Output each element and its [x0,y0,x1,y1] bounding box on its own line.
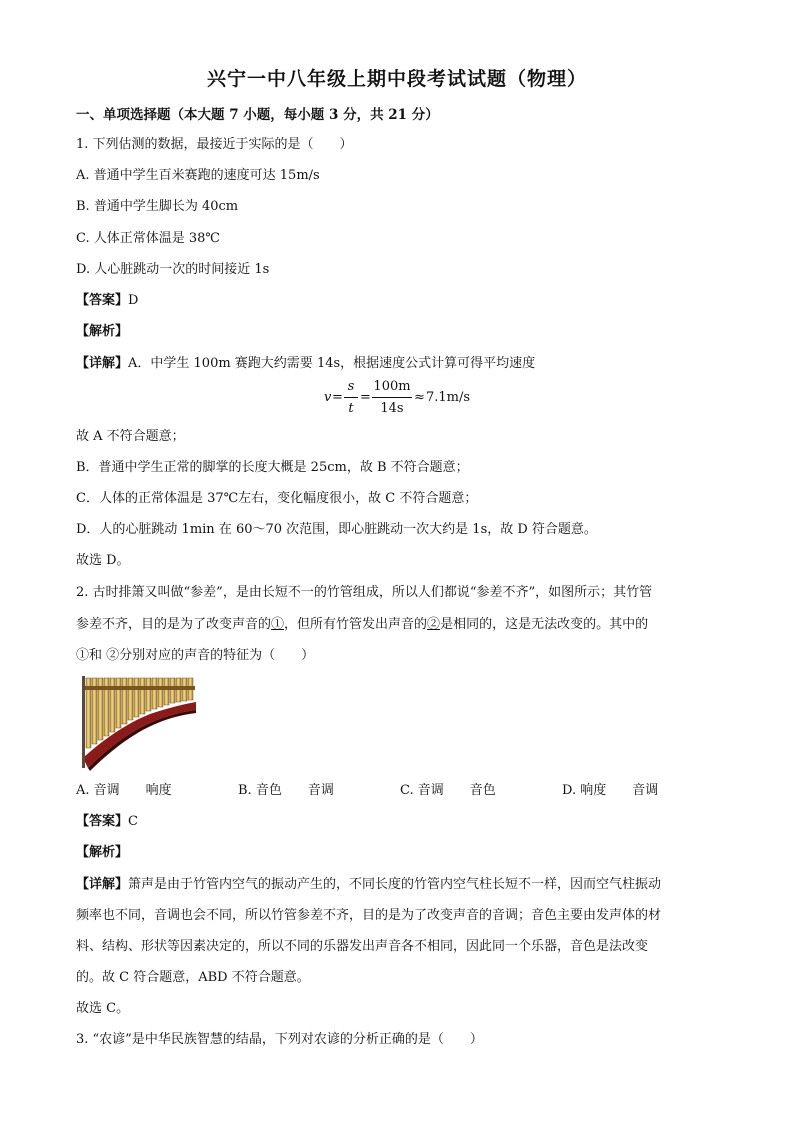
blank-1: ① [271,617,285,632]
fraction-bar [372,397,412,398]
stem-text: 参差不齐，目的是为了改变声音的 [76,617,272,632]
q1-conclusion: 故选 D。 [76,553,130,568]
q2-answer [76,813,138,831]
q2-detail-line: 的。故 C 符合题意，ABD 不符合题意。 [76,970,310,985]
q1-detail-line: C．人体的正常体温是 37℃左右，变化幅度很小，故 C 不符合题意； [76,491,478,506]
question-2-stem: 2. 古时排箫又叫做“参差”，是由长短不一的竹管组成，所以人们都说“参差不齐”，如图所示；其竹管 [76,585,653,600]
q1-detail-line: B．普通中学生正常的脚掌的长度大概是 25cm，故 B 不符合题意； [76,460,469,475]
q1-option-a: A. 普通中学生百米赛跑的速度可达 15m/s [76,168,320,183]
formula-approx: ≈ [414,390,425,405]
stem-text: ，但所有竹管发出声音的 [284,617,428,632]
blank-2: ② [427,617,441,632]
q2-analysis-label: 【解析】 [76,845,129,860]
detail-label: 【详解】 [76,356,129,371]
formula-result: 7.1m/s [426,390,471,405]
q2-option-d: D. 响度 音调 [562,783,659,798]
stem-text: 是相同的，这是无法改变的。其中的 [440,617,649,632]
answer-label: 【答案】 [76,814,129,829]
question-1-stem: 1. 下列估测的数据，最接近于实际的是（ ） [76,137,353,152]
formula-s: s [347,379,355,394]
pan-flute-image [80,672,196,772]
q2-detail-line: 料、结构、形状等因素决定的，所以不同的乐器发出声音各不相同，因此同一个乐器，音色是法改变 [76,939,649,954]
q1-option-c: C. 人体正常体温是 38℃ [76,231,220,246]
answer-value: D [128,293,139,308]
q1-analysis-label: 【解析】 [76,324,129,339]
fraction-100m-over-14s [372,378,412,420]
q2-detail [76,876,661,894]
formula-denominator: 14s [380,401,404,416]
formula-numerator: 100m [373,379,411,394]
question-3-stem: 3. “农谚”是中华民族智慧的结晶，下列对农谚的分析正确的是（ ） [76,1032,483,1047]
q1-detail [76,355,535,373]
detail-text: A．中学生 100m 赛跑大约需要 14s，根据速度公式计算可得平均速度 [128,356,536,371]
q1-option-d: D. 人心脏跳动一次的时间接近 1s [76,262,270,277]
q2-option-b: B. 音色 音调 [238,783,334,798]
q1-detail-line: D．人的心脏跳动 1min 在 60～70 次范围，即心脏跳动一次大约是 1s，故 D 符合题意。 [76,522,597,537]
q1-option-b: B. 普通中学生脚长为 40cm [76,199,239,214]
formula-v: v [324,390,332,405]
formula-t: t [348,401,354,416]
question-2-stem-line2 [76,616,648,634]
detail-text: 箫声是由于竹管内空气的振动产生的，不同长度的竹管内空气柱长短不一样，因而空气柱振动 [128,877,662,892]
formula-equals-2: = [360,390,371,405]
q2-option-c: C. 音调 音色 [400,783,496,798]
q1-detail-line: 故 A 不符合题意； [76,429,185,444]
q2-option-a: A. 音调 响度 [76,783,172,798]
answer-label: 【答案】 [76,293,129,308]
detail-label: 【详解】 [76,877,129,892]
question-2-stem-line3: ①和 ②分别对应的声音的特征为（ ） [76,648,315,663]
fraction-bar [344,397,358,398]
page-title: 兴宁一中八年级上期中段考试试题（物理） [206,68,587,90]
q2-detail-line: 频率也不同，音调也会不同，所以竹管参差不齐，目的是为了改变声音的音调；音色主要由发声体的材 [76,908,662,923]
q2-conclusion: 故选 C。 [76,1001,130,1016]
section-heading: 一、单项选择题（本大题 7 小题，每小题 3 分，共 21 分） [76,107,439,123]
fraction-s-over-t [344,378,358,420]
q1-answer [76,292,138,310]
answer-value: C [128,814,138,829]
formula-equals: = [332,390,343,405]
